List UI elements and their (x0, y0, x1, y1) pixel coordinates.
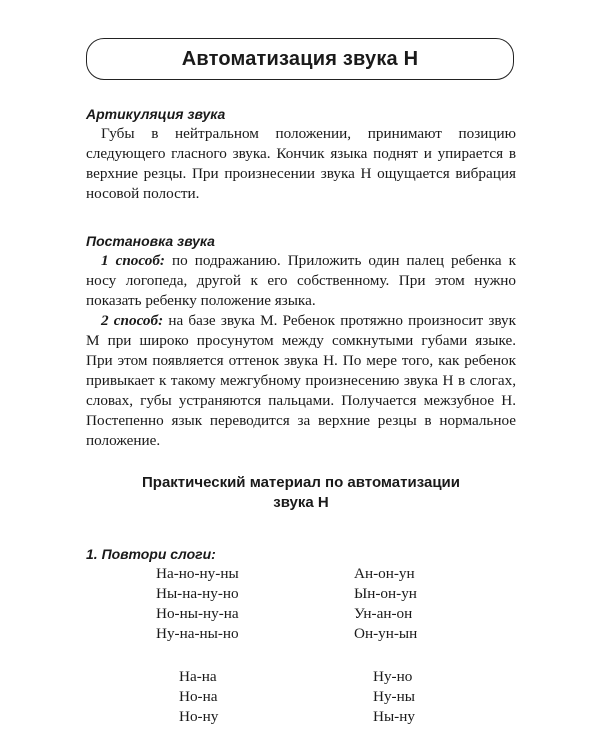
practical-title-line2: звука Н (273, 494, 329, 511)
syllable-item: Ну-но (373, 668, 413, 685)
setting-heading: Постановка звука (86, 233, 215, 249)
page-title: Автоматизация звука Н (181, 47, 419, 70)
syllable-item: Но-ну (179, 708, 219, 725)
syllable-item: На-на (179, 668, 217, 685)
syllable-item: Ну-ны (373, 688, 415, 705)
syllable-item: Ан-он-ун (354, 565, 415, 582)
method2-label: 2 способ: (101, 312, 164, 329)
syllable-column-c (179, 667, 218, 727)
method2-paragraph (86, 311, 516, 451)
method1-label: 1 способ: (101, 252, 165, 269)
syllable-item: Но-на (179, 688, 218, 705)
articulation-text: Губы в нейтральном положении, принимают позицию следующего гласного звука. Кончик языка поднят и упирается в верхние резцы. При произнесении звука Н ощущается вибрация носовой полости. (86, 125, 516, 202)
method1-text: по подражанию. Приложить один палец ребенка к носу логопеда, другой к его собственному. При этом нужно показать ребенку положение языка. (86, 252, 516, 309)
exercise1-title: 1. Повтори слоги: (86, 546, 216, 562)
practical-title-line1: Практический материал по автоматизации (142, 474, 460, 491)
syllable-column-a (156, 564, 239, 644)
syllable-table (86, 564, 516, 740)
syllable-item: Он-ун-ын (354, 625, 418, 642)
document-content (86, 104, 516, 740)
syllable-item: Ны-на-ну-но (156, 585, 239, 602)
syllable-item: Ын-он-ун (354, 585, 417, 602)
syllable-item: Ун-ан-он (354, 605, 413, 622)
title-box (86, 38, 514, 80)
articulation-heading: Артикуляция звука (86, 106, 226, 122)
syllable-item: Ны-ну (373, 708, 415, 725)
method2-text: на базе звука М. Ребенок протяжно произносит звук М при широко просунутом между сомкнутыми губами языке. При этом появляется оттенок звука Н. По мере того, как ребенок привыкает к такому межгубному произнесению звука Н в слогах, словах, губы устраняются пальцами. Получается межзубное Н. Постепенно язык переводится за верхние резцы в нормальное положение. (86, 312, 517, 449)
syllable-item: Но-ны-ну-на (156, 605, 239, 622)
syllable-column-d (373, 667, 415, 727)
syllable-column-b (354, 564, 417, 644)
syllable-item: Ну-на-ны-но (156, 625, 239, 642)
method1-paragraph (86, 251, 516, 311)
syllable-item: На-но-ну-ны (156, 565, 239, 582)
